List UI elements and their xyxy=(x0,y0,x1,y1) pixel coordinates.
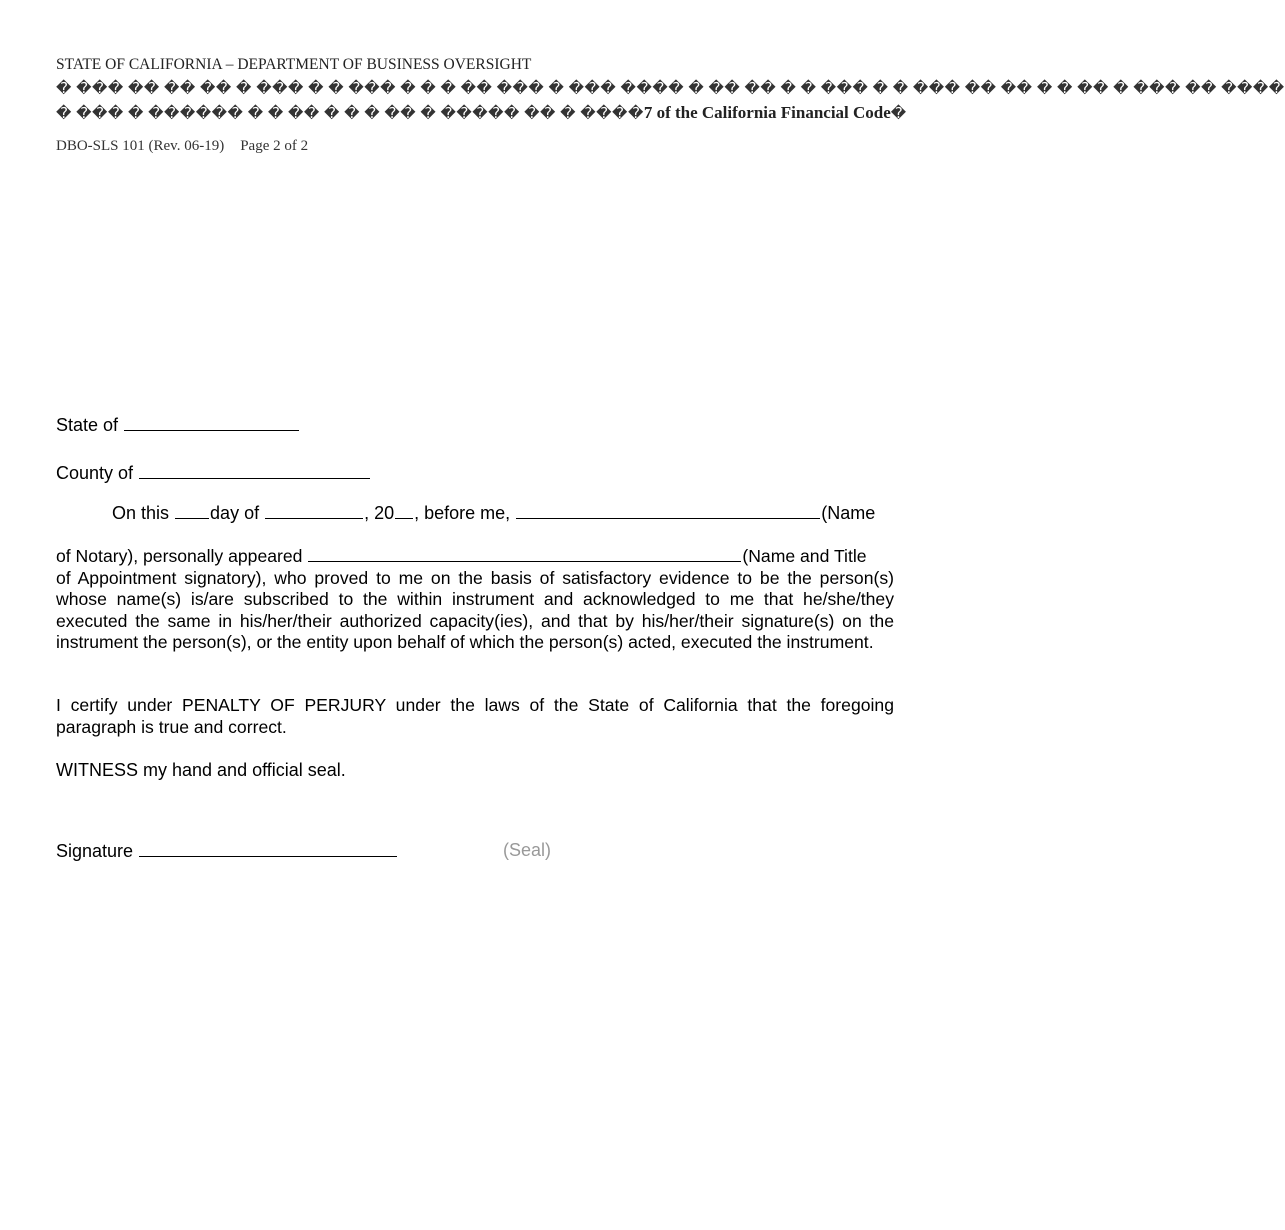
signature-line xyxy=(56,840,398,862)
signature-blank[interactable] xyxy=(139,840,397,857)
page-indicator: Page 2 of 2 xyxy=(240,138,309,154)
agency-header: STATE OF CALIFORNIA – DEPARTMENT OF BUSINESS OVERSIGHT xyxy=(56,56,532,73)
before-me-label: , before me, xyxy=(414,503,511,523)
garbled-header-line-1: � ��� �� �� �� � ��� � � ��� � � � �� ��� � ��� ���� � �� �� � � ��� � � ��� �� �� � � �� � ��� �� ���� xyxy=(56,81,1285,97)
on-this-label: On this xyxy=(112,503,170,523)
appeared-line xyxy=(56,545,894,568)
garbled-header-line-2: � ��� � ������ � � �� � � � �� � ����� �� � ���� xyxy=(56,106,644,122)
county-line xyxy=(56,462,371,484)
signature-label: Signature xyxy=(56,841,134,861)
county-blank[interactable] xyxy=(139,462,370,479)
state-line xyxy=(56,414,300,436)
seal-placeholder: (Seal) xyxy=(503,840,552,860)
acknowledgment-paragraph xyxy=(56,545,894,654)
form-id-line xyxy=(56,138,308,155)
form-title-fragment: 7 of the California Financial Code xyxy=(643,103,891,122)
notary-name-blank[interactable] xyxy=(516,502,820,519)
acknowledgment-text: of Appointment signatory), who proved to me on the basis of satisfactory evidence to be the person(s) whose name(s) is/are subscribed to the within instrument and acknowledged to me that he/she/they executed the same in his/her/their authorized capacity(ies), and that by his/her/their signature(s) on the instrument the person(s), or the entity upon behalf of which the person(s) acted, executed the instrument. xyxy=(56,567,894,652)
month-blank[interactable] xyxy=(265,502,363,519)
year-blank[interactable] xyxy=(395,502,413,519)
year-prefix: , 20 xyxy=(364,503,395,523)
day-of-label: day of xyxy=(210,503,260,523)
day-blank[interactable] xyxy=(175,502,209,519)
county-label: County of xyxy=(56,463,134,483)
witness-line: WITNESS my hand and official seal. xyxy=(56,760,346,780)
certify-paragraph: I certify under PENALTY OF PERJURY under the laws of the State of California that the foregoing paragraph is true and correct. xyxy=(56,695,894,737)
name-title-label: (Name and Title xyxy=(742,546,867,566)
garbled-header-tail: � xyxy=(890,106,907,122)
name-of-notary-label: (Name xyxy=(821,503,876,523)
state-label: State of xyxy=(56,415,119,435)
state-blank[interactable] xyxy=(124,414,299,431)
form-number: DBO-SLS 101 (Rev. 06-19) xyxy=(56,138,225,154)
date-line xyxy=(112,502,875,524)
appeared-label: of Notary), personally appeared xyxy=(56,546,303,566)
header-line-2 xyxy=(56,103,907,123)
signatory-blank[interactable] xyxy=(308,545,741,562)
